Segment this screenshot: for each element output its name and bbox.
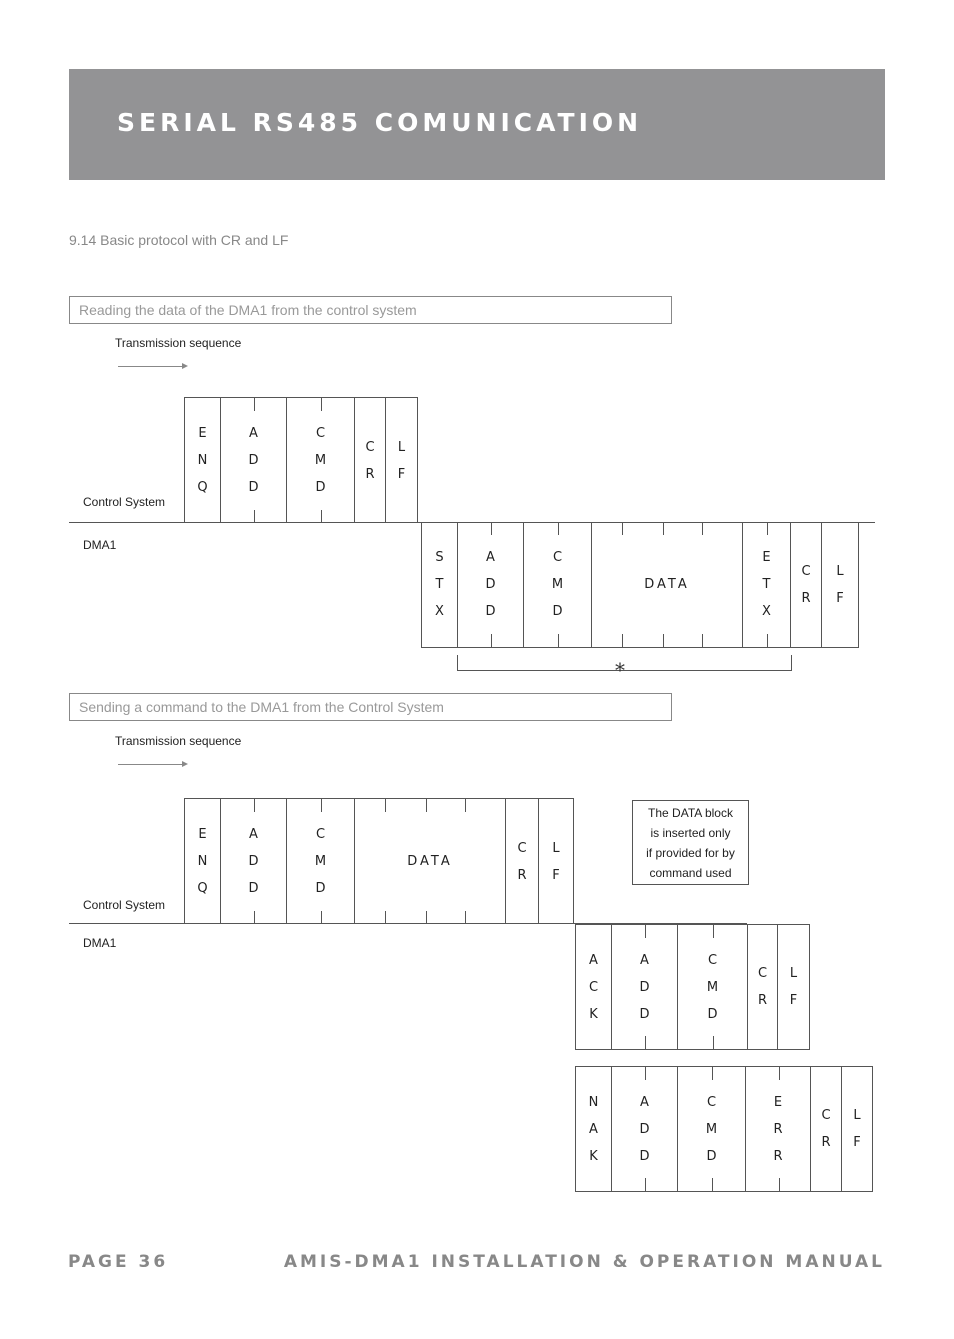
frame-cell-letter: F [836,590,844,606]
asterisk-symbol: * [615,658,625,682]
frame-tick [426,799,427,812]
frame-cell-letter: D [248,881,259,896]
frame-cell-letter: D [639,979,650,995]
frame-tick [558,634,559,647]
frame-tick [254,398,255,411]
frame-cell-letter: R [757,993,768,1008]
frame-cell-letters [853,1102,860,1156]
frame-cell-add [612,924,678,1050]
frame-tick [645,925,646,938]
frame-tick [254,799,255,812]
frame-cell-letter: R [773,1148,783,1164]
frame-tick [321,799,322,812]
reading-heading: Reading the data of the DMA1 from the control system [69,296,672,324]
frame-cell-cmd [678,1066,746,1192]
frame-cell-cr [791,522,822,648]
frame-cell-add [458,522,524,648]
bracket-left [457,655,458,670]
frame-cell-letter: R [801,590,811,606]
frame-cell-letter: E [773,1094,783,1110]
sending-control-label: Control System [83,898,166,912]
data-block-note [632,800,749,885]
frame-cell-letters [639,947,649,1028]
frame-cell-letters [707,947,718,1028]
frame-cell-letter: M [705,1121,718,1137]
frame-tick [491,522,492,535]
frame-cell-enq [184,397,221,523]
frame-tick [779,1178,780,1191]
frame-cell-cmd [287,798,355,924]
sending-sequence-arrow [118,764,186,765]
frame-cell-letter: A [589,1121,598,1137]
reading-sequence-arrow [118,366,186,367]
frame-cell-letters [589,947,598,1028]
frame-cell-letter: Q [197,881,208,896]
frame-cell-letter: X [435,604,444,619]
frame-cell-letters [773,1089,782,1170]
frame-cell-data [592,522,743,648]
note-line: command used [649,866,732,880]
frame-cell-letter: E [198,426,207,441]
frame-cell-letter: L [552,840,560,856]
frame-tick [385,911,386,924]
frame-cell-lf [822,522,859,648]
frame-cell-letter: T [435,577,444,592]
frame-cell-letter: L [836,563,844,579]
frame-tick [254,510,255,523]
sending-sequence-label: Transmission sequence [115,734,242,748]
footer-page-number: PAGE 36 [68,1252,169,1272]
frame-cell-letter: R [517,867,527,883]
frame-cell-add [612,1066,678,1192]
frame-cell-letter: K [589,1148,598,1164]
frame-cell-letter: C [707,952,718,968]
sending-heading: Sending a command to the DMA1 from the Control System [69,693,672,721]
frame-tick [663,634,664,647]
frame-cell-letters [248,821,258,902]
frame-cell-letter: D [485,577,496,592]
frame-cell-letter: F [789,993,798,1008]
frame-cell-letters [197,821,207,902]
frame-cell-letter: C [517,840,527,856]
frame-tick [712,1067,713,1080]
frame-cell-letters [639,1089,649,1170]
frame-tick [622,634,623,647]
frame-cell-err [746,1066,811,1192]
frame-cell-letter: K [589,1006,598,1022]
frame-cell-letter: C [365,439,375,455]
frame-cell-lf [539,798,574,924]
frame-cell-add [221,798,287,924]
frame-cell-letter: R [773,1121,783,1137]
frame-cell-letter: F [397,466,406,482]
frame-cell-cr [811,1066,842,1192]
frame-cell-letter: D [248,453,259,468]
frame-cell-letter: M [314,453,327,468]
frame-cell-letter: S [435,550,444,565]
frame-cell-lf [386,397,418,523]
frame-cell-letters [315,420,326,501]
frame-cell-cmd [524,522,592,648]
frame-tick [702,522,703,535]
frame-cell-letter: L [397,439,406,455]
frame-cell-letter: D [639,1148,650,1164]
frame-tick [321,911,322,924]
frame-cell-letter: X [762,604,771,619]
frame-tick [767,522,768,535]
frame-cell-letter: D [315,480,326,495]
note-line: The DATA block [648,806,733,820]
frame-cell-add [221,397,287,523]
frame-cell-letter: Q [197,480,208,495]
frame-cell-letter: D [248,854,259,869]
frame-cell-letters [485,544,495,625]
frame-cell-letter: N [197,453,208,468]
frame-cell-letter: L [853,1108,861,1123]
sending-dma-label: DMA1 [83,936,117,950]
frame-cell-letter: F [552,867,560,883]
frame-cell-nak [575,1066,612,1192]
frame-cell-letter: M [314,854,327,869]
frame-cell-label: DATA [407,854,453,869]
frame-cell-stx [421,522,458,648]
frame-tick [663,522,664,535]
frame-cell-letter: N [197,854,208,869]
frame-cell-letters [552,544,563,625]
frame-tick [321,510,322,523]
frame-tick [465,799,466,812]
frame-tick [558,522,559,535]
frame-tick [426,911,427,924]
frame-cell-letters [706,1089,717,1170]
frame-cell-letter: D [639,1006,650,1022]
note-line: if provided for by [646,846,735,860]
frame-cell-letters [801,558,810,612]
frame-cell-letter: T [762,577,771,592]
frame-cell-letter: A [640,952,649,968]
frame-cell-ack [575,924,612,1050]
frame-cell-letters [517,835,526,889]
frame-cell-lf [842,1066,873,1192]
frame-cell-letter: F [853,1135,861,1150]
frame-cell-letter: D [248,480,259,495]
frame-cell-letter: C [315,426,326,441]
frame-cell-letters [790,960,797,1014]
frame-cell-letter: D [707,1006,718,1022]
frame-cell-label: DATA [644,577,690,592]
frame-cell-etx [743,522,791,648]
frame-cell-letter: C [757,966,768,981]
frame-cell-data [355,798,506,924]
frame-tick [321,398,322,411]
frame-cell-letters [435,544,444,625]
frame-tick [779,1067,780,1080]
reading-control-label: Control System [83,495,166,509]
reading-dma-label: DMA1 [83,538,117,552]
frame-cell-cr [748,924,778,1050]
frame-cell-letter: A [589,952,598,968]
frame-tick [767,634,768,647]
reading-sequence-label: Transmission sequence [115,336,242,350]
frame-tick [712,1178,713,1191]
frame-cell-letter: R [365,466,375,482]
frame-tick [702,634,703,647]
frame-cell-letters [398,434,405,488]
frame-cell-letter: R [821,1135,831,1150]
header-banner [69,69,885,180]
frame-cell-letter: E [198,827,207,842]
section-heading: 9.14 Basic protocol with CR and LF [69,232,289,248]
frame-cell-letter: C [706,1094,717,1110]
frame-cell-letter: A [640,1094,649,1110]
frame-tick [254,911,255,924]
frame-cell-letters [762,544,771,625]
frame-cell-letter: C [552,550,563,565]
frame-cell-letter: M [551,577,564,592]
frame-cell-letter: N [588,1094,599,1110]
frame-cell-letter: C [821,1108,831,1123]
frame-cell-cr [355,397,386,523]
frame-cell-letter: D [706,1148,717,1164]
frame-tick [622,522,623,535]
frame-cell-letter: D [552,604,563,619]
frame-cell-letter: C [588,979,599,995]
frame-tick [713,925,714,938]
frame-cell-letter: L [789,966,798,981]
frame-cell-letters [589,1089,599,1170]
frame-tick [385,799,386,812]
frame-tick [465,911,466,924]
frame-cell-letters [248,420,258,501]
frame-cell-letter: M [706,979,719,995]
frame-cell-letters [552,835,559,889]
frame-cell-letter: A [249,426,258,441]
frame-cell-letter: D [639,1121,650,1137]
frame-cell-letters [836,558,843,612]
frame-cell-letter: A [486,550,495,565]
bracket-right [791,655,792,670]
frame-cell-letters [315,821,326,902]
frame-cell-letter: A [249,827,258,842]
page-title: SERIAL RS485 COMUNICATION [117,108,643,137]
frame-cell-letter: D [485,604,496,619]
frame-cell-letters [758,960,767,1014]
frame-tick [645,1036,646,1049]
frame-cell-letter: C [315,827,326,842]
frame-cell-cmd [287,397,355,523]
frame-tick [645,1067,646,1080]
frame-tick [491,634,492,647]
frame-cell-letters [365,434,374,488]
frame-cell-cr [506,798,539,924]
footer-manual-title: AMIS-DMA1 INSTALLATION & OPERATION MANUAL [283,1252,885,1272]
frame-tick [713,1036,714,1049]
frame-cell-cmd [678,924,748,1050]
frame-tick [645,1178,646,1191]
frame-cell-letters [197,420,207,501]
frame-cell-enq [184,798,221,924]
note-line: is inserted only [650,826,731,840]
frame-cell-letter: E [762,550,771,565]
frame-cell-letter: D [315,881,326,896]
frame-cell-letters [821,1102,830,1156]
frame-cell-lf [778,924,810,1050]
frame-cell-letter: C [801,563,811,579]
